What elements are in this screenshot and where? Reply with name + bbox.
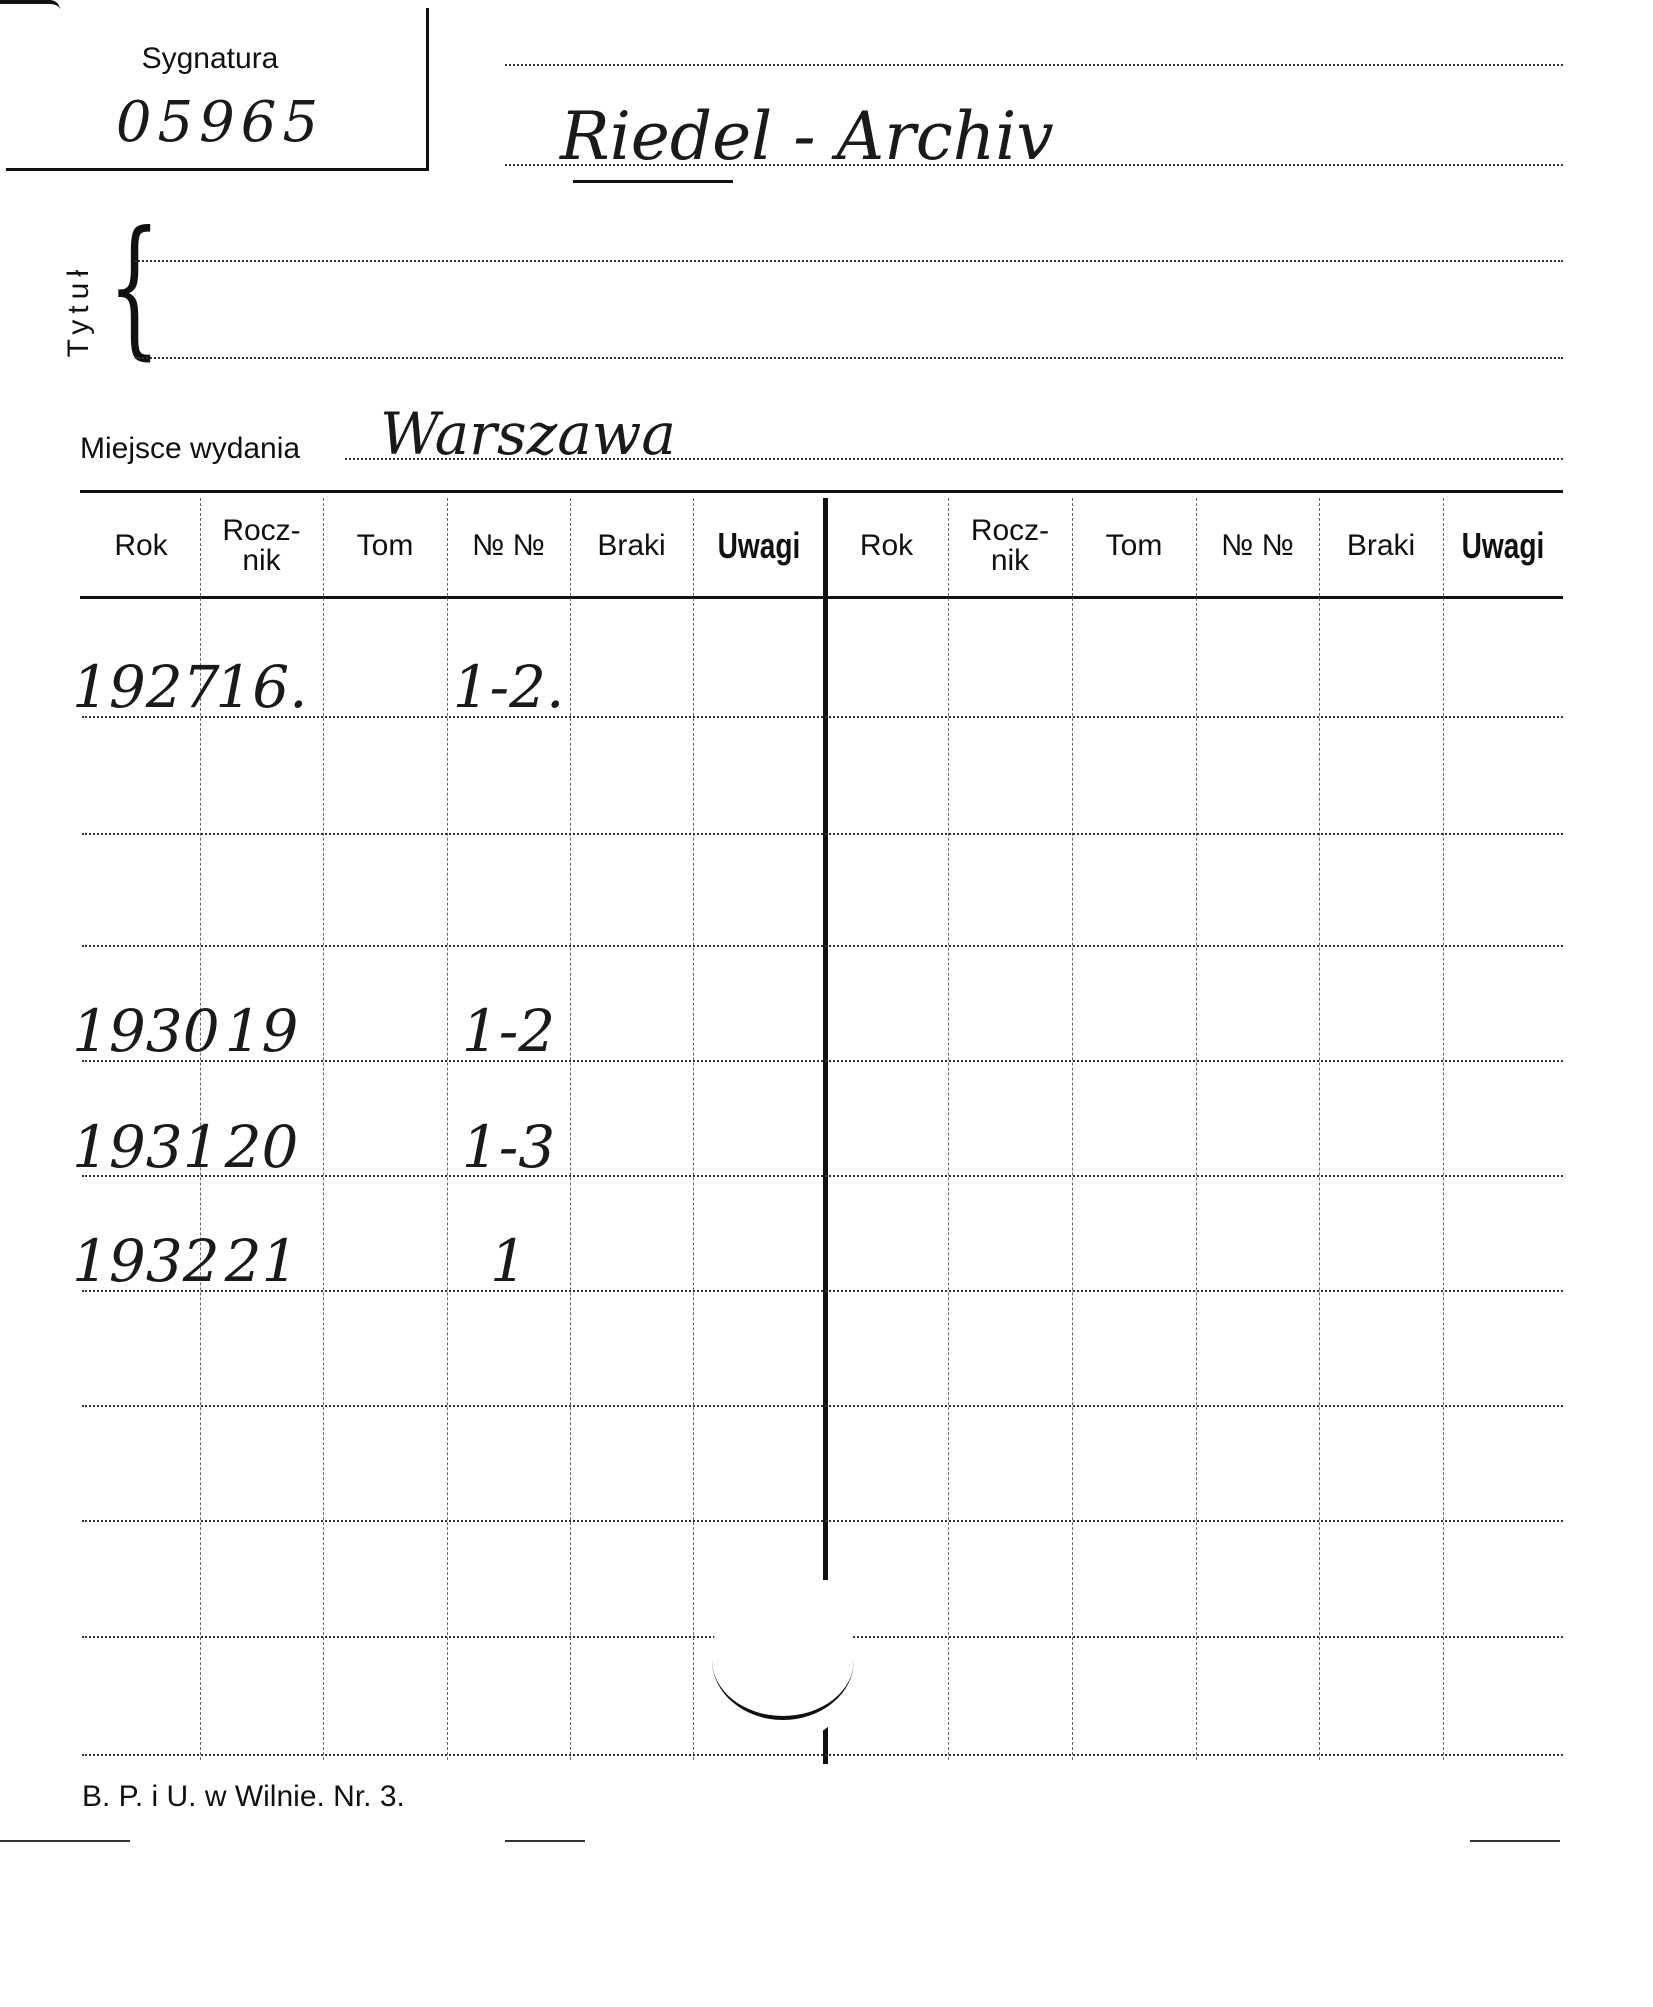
table-cell: 1932 — [72, 1227, 220, 1295]
bottom-edge-mid — [505, 1840, 585, 1842]
header-left-4 — [570, 500, 693, 592]
header-left-0 — [82, 500, 200, 592]
header-right-1 — [948, 500, 1072, 592]
column-separator — [948, 498, 949, 1760]
column-separator — [1319, 498, 1320, 1760]
bottom-edge-right — [1470, 1840, 1560, 1842]
table-cell: 20 — [224, 1113, 299, 1181]
row-line — [82, 1060, 1563, 1062]
header-label: Tom — [1105, 529, 1163, 562]
header-left-2 — [323, 500, 447, 592]
header-label: Uwagi — [1461, 525, 1545, 566]
row-line — [82, 1290, 1563, 1292]
table-center-divider — [823, 498, 828, 1580]
header-right-5 — [1456, 500, 1550, 592]
footer-text: B. P. i U. w Wilnie. Nr. 3. — [82, 1780, 405, 1813]
table-cell: 1931 — [72, 1113, 220, 1181]
header-label: № № — [472, 529, 545, 562]
header-label: Tom — [356, 529, 414, 562]
table-cell: 21 — [224, 1227, 299, 1295]
signature-number: 05965 — [115, 90, 325, 155]
title-line-2 — [505, 164, 1563, 166]
table-cell: 1-2. — [452, 653, 565, 721]
row-line — [82, 833, 1563, 835]
header-right-4 — [1319, 500, 1443, 592]
tytul-line-2 — [135, 357, 1563, 359]
table-top-rule — [80, 490, 1563, 493]
place-line — [345, 458, 1563, 460]
table-cell: 1930 — [72, 997, 220, 1065]
row-line — [82, 1754, 1563, 1756]
row-line — [82, 1405, 1563, 1407]
title-handwritten: Riedel - Archiv — [560, 98, 1054, 175]
signature-label: Sygnatura — [141, 42, 279, 75]
header-left-3 — [447, 500, 570, 592]
header-right-2 — [1072, 500, 1196, 592]
title-line-1 — [505, 64, 1563, 66]
header-label: Rocz- nik — [970, 514, 1050, 577]
column-separator — [1072, 498, 1073, 1760]
header-label: Rocz- nik — [222, 514, 301, 577]
header-label: Rok — [114, 529, 168, 562]
tytul-label: Tytuł — [62, 264, 95, 358]
tytul-brace: { — [108, 200, 161, 374]
column-separator — [1443, 498, 1444, 1760]
column-separator — [1196, 498, 1197, 1760]
title-underline — [573, 180, 733, 183]
header-left-5 — [708, 500, 811, 592]
bottom-edge-left — [0, 1840, 130, 1842]
column-separator — [693, 498, 694, 1760]
column-separator — [323, 498, 324, 1760]
header-label: № № — [1221, 529, 1294, 562]
table-cell: 16. — [215, 653, 308, 721]
tytul-line-1 — [135, 260, 1563, 262]
header-label: Uwagi — [717, 525, 801, 566]
place-label: Miejsce wydania — [80, 432, 301, 465]
table-cell: 1 — [490, 1227, 527, 1295]
header-left-1 — [200, 500, 323, 592]
table-header-rule — [80, 596, 1563, 599]
column-separator — [570, 498, 571, 1760]
row-line — [82, 1520, 1563, 1522]
header-label: Braki — [1346, 529, 1416, 562]
row-line — [82, 945, 1563, 947]
place-value: Warszawa — [380, 400, 677, 468]
header-label: Rok — [859, 529, 914, 562]
table-cell: 1-2 — [461, 997, 556, 1065]
header-right-0 — [825, 500, 948, 592]
table-cell: 19 — [224, 997, 299, 1065]
punch-hole-edge — [712, 1600, 854, 1720]
header-right-3 — [1196, 500, 1319, 592]
table-cell: 1-3 — [461, 1113, 556, 1181]
table-cell: 1927 — [72, 653, 220, 721]
header-label: Braki — [597, 529, 666, 562]
